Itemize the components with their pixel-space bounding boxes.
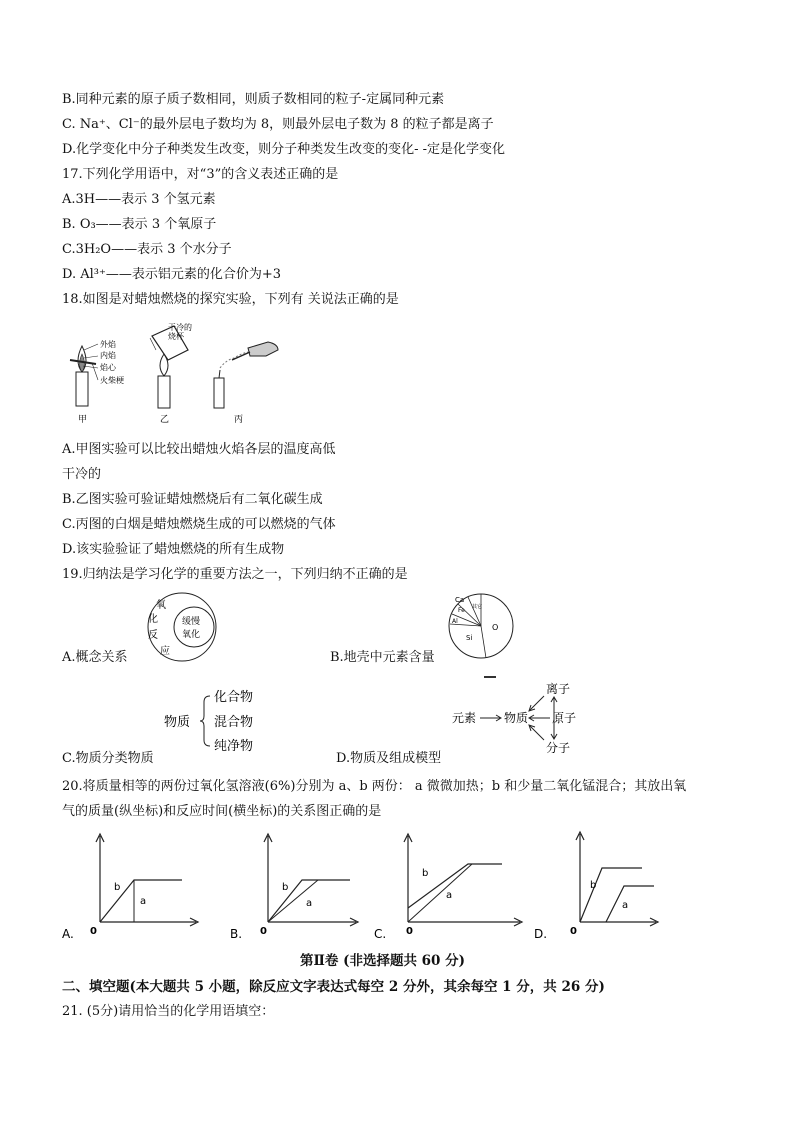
pie-label-ca: Ca <box>455 596 465 604</box>
classify-item: 化合物 <box>214 690 254 705</box>
q18-option-c: C.丙图的白烟是蜡烛燃烧生成的可以燃烧的气体 <box>62 517 336 532</box>
crust-pie-chart <box>446 590 516 662</box>
candle-bing <box>214 342 278 425</box>
q21-stem: 21. (5分)请用恰当的化学用语填空： <box>62 1004 275 1019</box>
q19-option-c: C.物质分类物质 <box>62 751 154 766</box>
composition-model-diagram <box>448 678 588 758</box>
graph-c-option: C. <box>374 927 387 941</box>
label-beaker: 烧杯 <box>168 332 184 341</box>
classify-root: 物质 <box>164 715 191 730</box>
caption-yi: 乙 <box>160 415 170 425</box>
venn-outer-char: 反 <box>148 630 158 641</box>
q17-stem: 17.下列化学用语中，对“3”的含义表述正确的是 <box>62 167 339 182</box>
graph-c-label-b: b <box>422 868 429 879</box>
venn-inner-label: 氧化 <box>182 630 201 640</box>
classify-item: 纯净物 <box>214 739 254 754</box>
graph-d-origin: 0 <box>570 926 577 937</box>
graph-d-label-b: b <box>590 880 597 891</box>
model-atom: 原子 <box>552 711 577 725</box>
q20-stem-line2: 气的质量(纵坐标)和反应时间(横坐标)的关系图正确的是 <box>62 804 382 819</box>
model-ion: 离子 <box>546 682 571 696</box>
q16-option-c: C. Na⁺、Cl⁻的最外层电子数均为 8，则最外层电子数为 8 的粒子都是离子 <box>62 117 494 132</box>
q18-option-a: A.甲图实验可以比较出蜡烛火焰各层的温度高低 <box>62 442 336 457</box>
q17-option-b: B. O₃——表示 3 个氧原子 <box>62 217 217 232</box>
q16-option-d: D.化学变化中分子种类发生改变，则分子种类发生改变的变化- -定是化学变化 <box>62 142 506 157</box>
q18-stem: 18.如图是对蜡烛燃烧的探究实验，下列有 关说法正确的是 <box>62 292 399 307</box>
graph-a-label-a: a <box>140 896 147 907</box>
q19-option-b: B.地壳中元素含量 <box>330 650 435 665</box>
pie-label-other: 其它 <box>472 604 483 610</box>
graph-d-option: D. <box>534 927 548 941</box>
graph-d-label-a: a <box>622 900 629 911</box>
q20-graphs <box>60 830 660 946</box>
q16-option-b: B.同种元素的原子质子数相同，则质子数相同的粒子-定属同种元素 <box>62 92 445 107</box>
model-molecule: 分子 <box>546 741 571 755</box>
graph-b-label-b: b <box>282 882 289 893</box>
classify-item: 混合物 <box>214 715 254 730</box>
graph-b-option: B. <box>230 927 243 941</box>
venn-inner-label: 缓慢 <box>182 617 201 627</box>
graph-b-label-a: a <box>306 898 313 909</box>
caption-jia: 甲 <box>78 415 88 425</box>
graph-c-origin: 0 <box>406 926 413 937</box>
venn-diagram <box>136 590 228 664</box>
graph-a-option: A. <box>62 927 74 941</box>
graph-a-label-b: b <box>114 882 121 893</box>
q19-option-a: A.概念关系 <box>62 650 128 665</box>
graph-a-origin: 0 <box>90 926 97 937</box>
pie-label-si: Si <box>466 634 473 642</box>
part-two-heading: 第Ⅱ卷 (非选择题共 60 分) <box>300 953 466 969</box>
model-element: 元素 <box>452 711 477 725</box>
pie-label-fe: Fe <box>458 607 465 614</box>
q17-option-c: C.3H₂O——表示 3 个水分子 <box>62 242 232 257</box>
label-inner-flame: 内焰 <box>100 351 116 360</box>
q19-stem: 19.归纳法是学习化学的重要方法之一，下列归纳不正确的是 <box>62 567 408 582</box>
graph-c-label-a: a <box>446 890 453 901</box>
model-substance: 物质 <box>504 711 529 725</box>
venn-outer-char: 化 <box>148 614 158 625</box>
pie-label-o: O <box>492 623 499 632</box>
candle-yi <box>150 322 192 425</box>
candle-jia <box>70 339 124 425</box>
graph-c[interactable] <box>374 834 522 941</box>
pie-label-al: Al <box>452 618 458 625</box>
label-flame-core: 焰心 <box>100 363 116 372</box>
graph-d[interactable] <box>534 832 658 941</box>
q17-option-d: D. Al³⁺——表示铝元素的化合价为+3 <box>62 267 282 282</box>
q18-option-d: D.该实验验证了蜡烛燃烧的所有生成物 <box>62 542 285 557</box>
q18-option-b: B.乙图实验可验证蜡烛燃烧后有二氧化碳生成 <box>62 492 323 507</box>
section-two-heading: 二、填空题(本大题共 5 小题，除反应文字表达式每空 2 分外，其余每空 1 分，共 26 分) <box>62 979 605 995</box>
q17-option-a: A.3H——表示 3 个氢元素 <box>62 192 216 207</box>
label-outer-flame: 外焰 <box>100 340 116 349</box>
q20-stem-line1: 20.将质量相等的两份过氧化氢溶液(6%)分别为 a、b 两份： a 微微加热；b 和少量二氧化锰混合；其放出氧 <box>62 779 687 794</box>
venn-outer-char: 氧 <box>156 600 166 611</box>
q18-stray-text: 干冷的 <box>62 467 102 482</box>
graph-b[interactable] <box>230 834 358 941</box>
label-dry-cold: 干冷的 <box>168 323 192 332</box>
graph-b-origin: 0 <box>260 926 267 937</box>
label-matchstick: 火柴梗 <box>100 376 124 385</box>
q19-option-d: D.物质及组成模型 <box>336 751 442 766</box>
classification-diagram <box>160 688 270 754</box>
caption-bing: 丙 <box>234 415 244 425</box>
graph-a[interactable] <box>62 834 198 941</box>
candle-experiment-figure <box>64 320 284 428</box>
venn-outer-char: 应 <box>160 646 170 657</box>
